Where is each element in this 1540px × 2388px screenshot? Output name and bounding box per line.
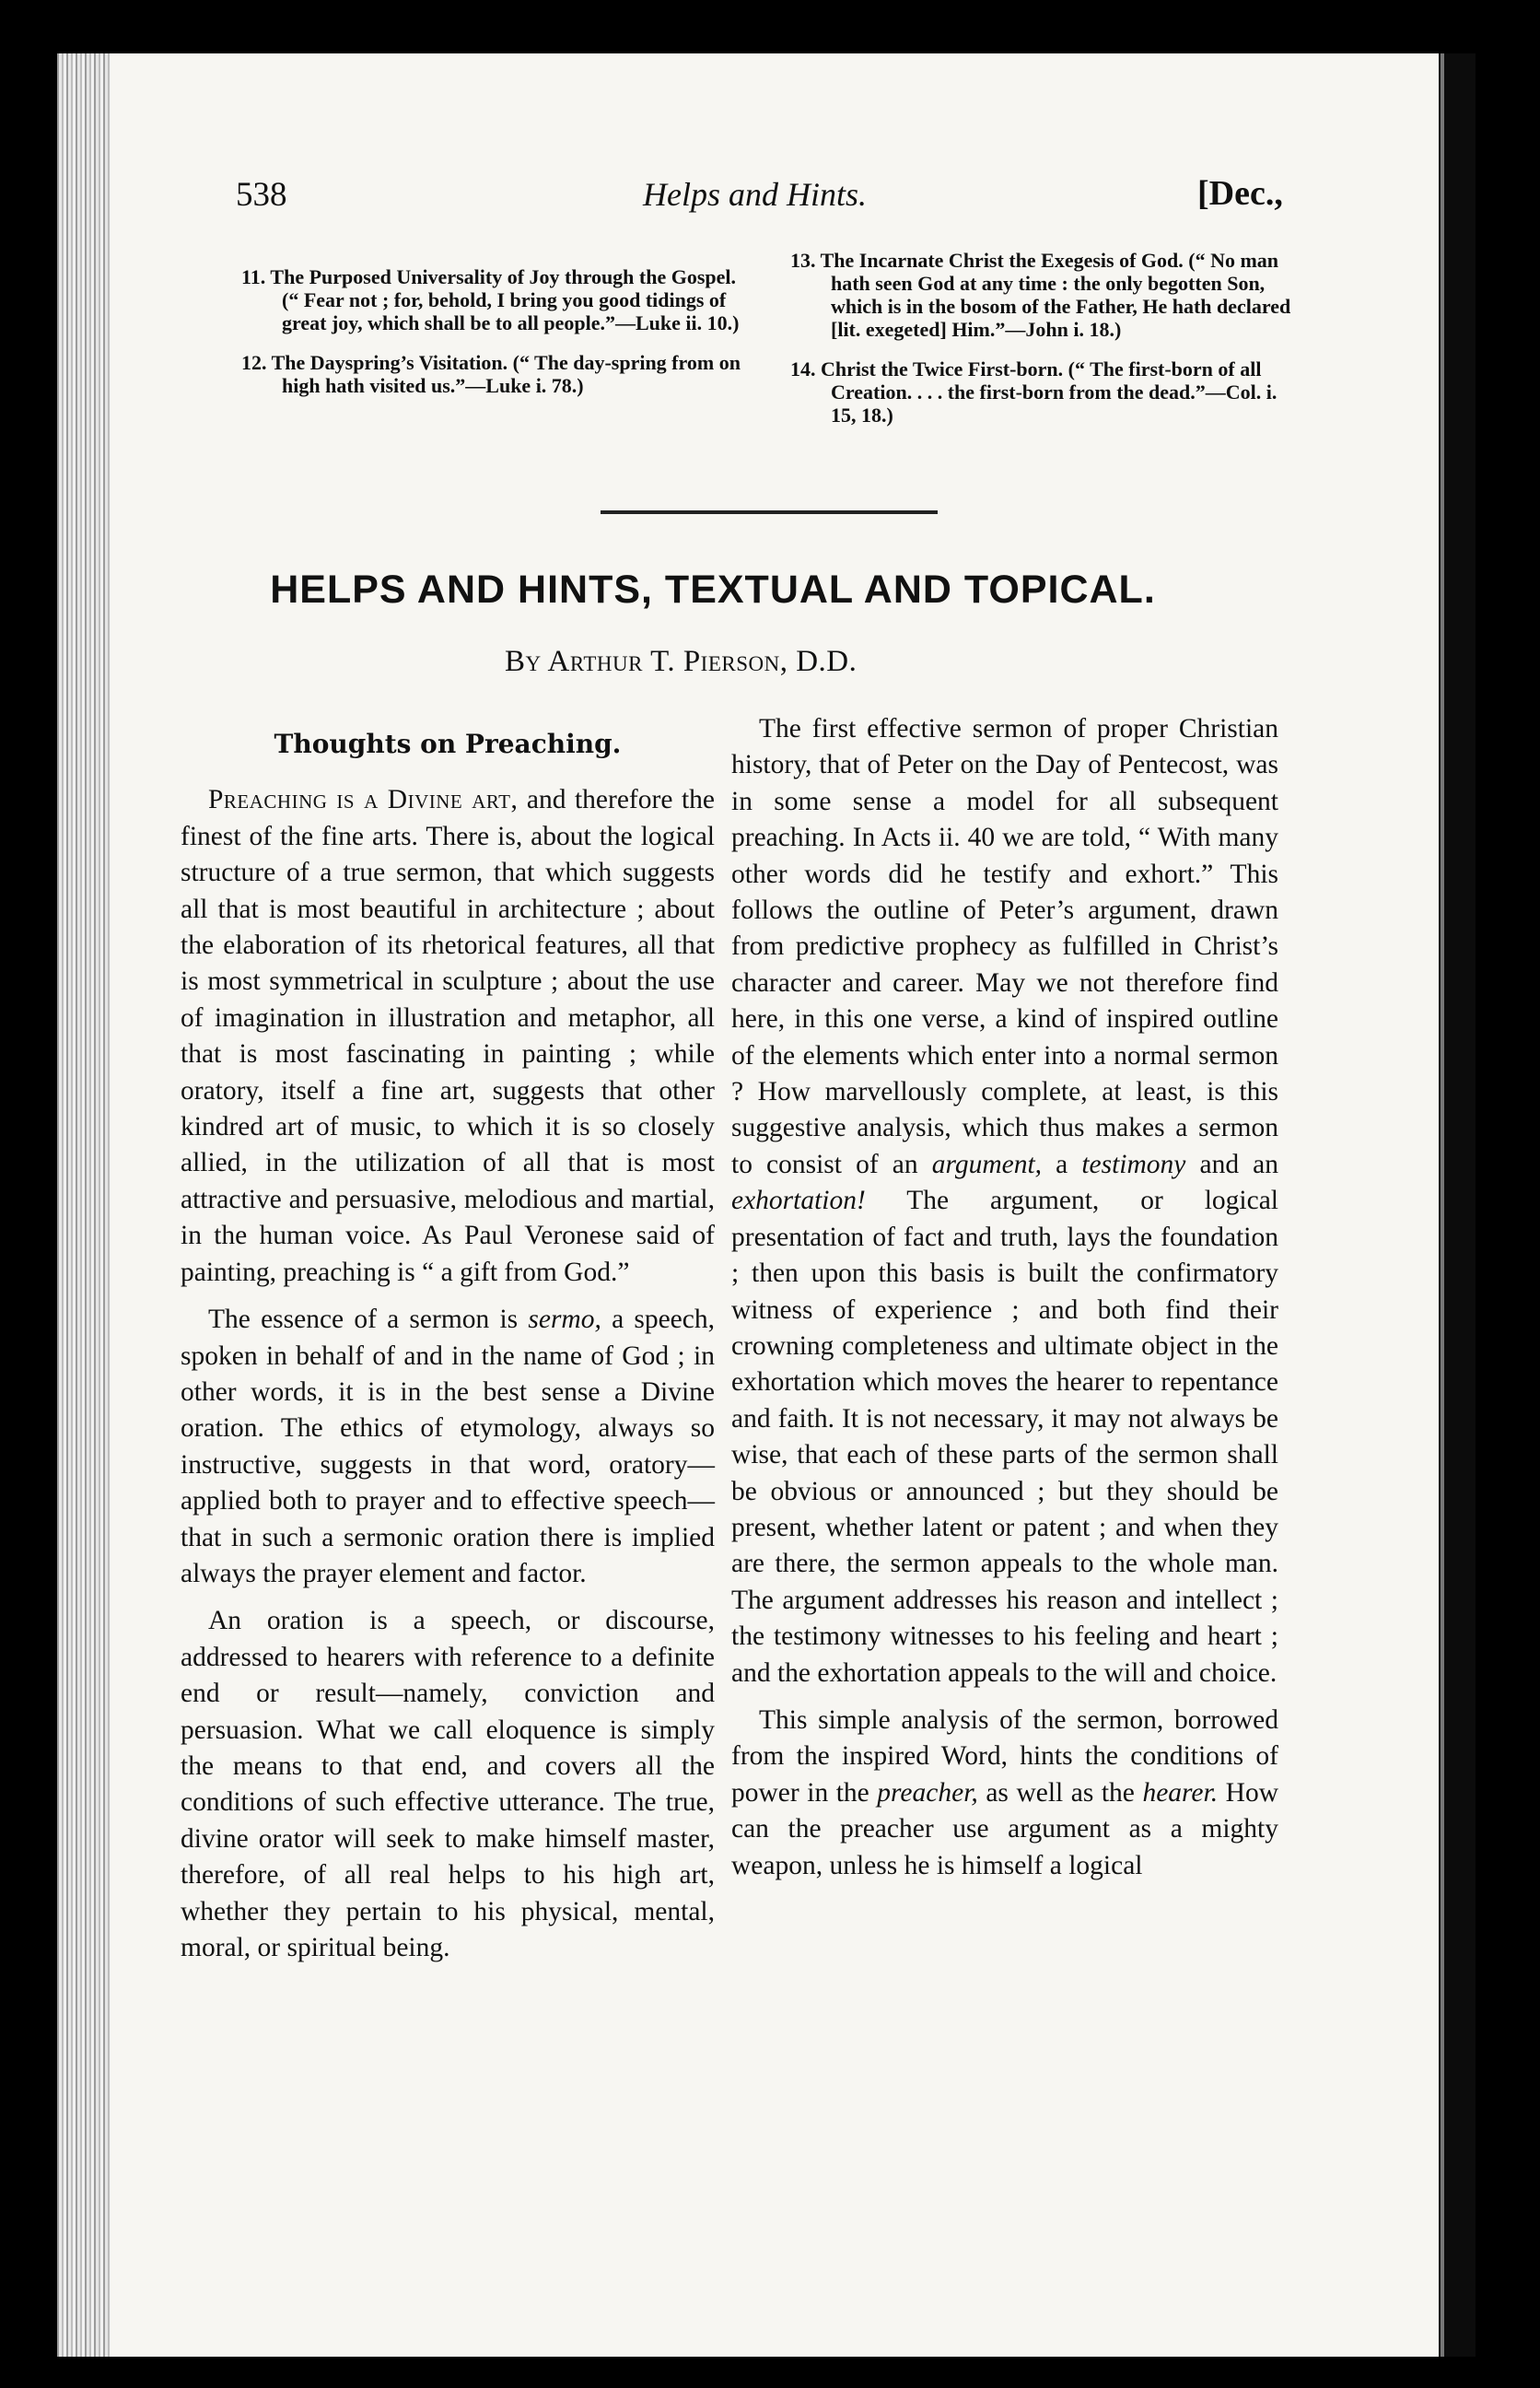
running-title: Helps and Hints. — [643, 176, 867, 213]
subject-item: 14. Christ the Twice First-born. (“ The first-born of all Creation. . . . the first-born from the dead.”—Col. i. 15, 18.) — [790, 357, 1278, 427]
byline: By Arthur T. Pierson, D.D. — [505, 645, 858, 678]
subject-item: 13. The Incarnate Christ the Exegesis of God. (“ No man hath seen God at any time : the only begotten Son, which is in the bosom of the Father, He hath declared [lit. exegeted] Him.”—John i. 18.) — [790, 249, 1291, 341]
text-column-left — [181, 709, 715, 1966]
facing-page-shadow — [1439, 53, 1476, 2357]
subject-list-right — [790, 249, 1299, 443]
paragraph: An oration is a speech, or discourse, addressed to hearers with reference to a definite end or result—namely, conviction and persuasion. What we call eloquence is simply the means to that end, and covers all the conditions of such effective utterance. The true, divine orator will seek to make himself master, therefore, of all real helps to his high art, whether they pertain to his physical, mental, moral, or spiritual being. — [181, 1606, 715, 1962]
section-heading: Thoughts on Preaching. — [274, 729, 622, 759]
paragraph: The essence of a sermon is sermo, a speech, spoken in behalf of and in the name of God ; in other words, it is in the best sense a Divine oration. The ethics of etymology, always so instructive, suggests in that word, oratory—applied both to prayer and to effective speech—that in such a sermonic oration there is implied always the prayer element and factor. — [181, 1305, 715, 1588]
page-edges — [57, 53, 111, 2357]
subject-list-left — [241, 265, 750, 414]
section-divider — [601, 510, 938, 514]
paragraph: Preaching is a Divine art, and therefore the finest of the fine arts. There is, about the logical structure of a true sermon, that which suggests all that is most beautiful in architecture ; about the elaboration of its rhetorical features, all that is most symmetrical in sculpture ; about the use of imagination in illustration and metaphor, all that is most fascinating in painting ; while oratory, itself a fine art, suggests that other kindred art of music, to which it is so closely allied, in the utilization of all that is most attractive and persuasive, melodious and martial, in the human voice. As Paul Veronese said of painting, preaching is “ a gift from God.” — [181, 785, 715, 1287]
subject-item: 11. The Purposed Universality of Joy through the Gospel. (“ Fear not ; for, behold, I bring you good tidings of great joy, which shall be to all people.”—Luke ii. 10.) — [241, 265, 740, 334]
page-number: 538 — [236, 176, 287, 214]
paragraph: This simple analysis of the sermon, borrowed from the inspired Word, hints the conditions of power in the preacher, as well as the hearer. How can the preacher use argument as a mighty weapon, unless he is himself a logical — [731, 1704, 1278, 1880]
lead-words: Preaching is a Divine art, — [208, 785, 519, 815]
subject-item: 12. The Dayspring’s Visitation. (“ The day-spring from on high hath visited us.”—Luke i. 78.) — [241, 351, 741, 397]
text-column-right — [731, 711, 1278, 1884]
running-date: [Dec., — [1197, 174, 1283, 213]
paragraph: The first effective sermon of proper Christian history, that of Peter on the Day of Pentecost, was in some sense a model for all subsequent preaching. In Acts ii. 40 we are told, “ With many other words did he testify and exhort.” This follows the outline of Peter’s argument, drawn from predictive prophecy as fulfilled in Christ’s character and career. May we not therefore find here, in this one verse, a kind of inspired outline of the elements which enter into a normal sermon ? How marvellously complete, at least, is this suggestive analysis, which thus makes a sermon to consist of an argument, a testimony and an exhortation! The argument, or logical presentation of fact and truth, lays the foundation ; then upon this basis is built the confirmatory witness of experience ; and both find their crowning completeness and ultimate object in the exhortation which moves the hearer to repentance and faith. It is not necessary, it may not always be wise, that each of these parts of the sermon shall be obvious or announced ; but they should be present, whether latent or patent ; and when they are there, the sermon appeals to the whole man. The argument addresses his reason and intellect ; the testimony witnesses to his feeling and heart ; and the exhortation appeals to the will and choice. — [731, 714, 1279, 1688]
article-title: HELPS AND HINTS, TEXTUAL AND TOPICAL. — [270, 568, 1156, 612]
